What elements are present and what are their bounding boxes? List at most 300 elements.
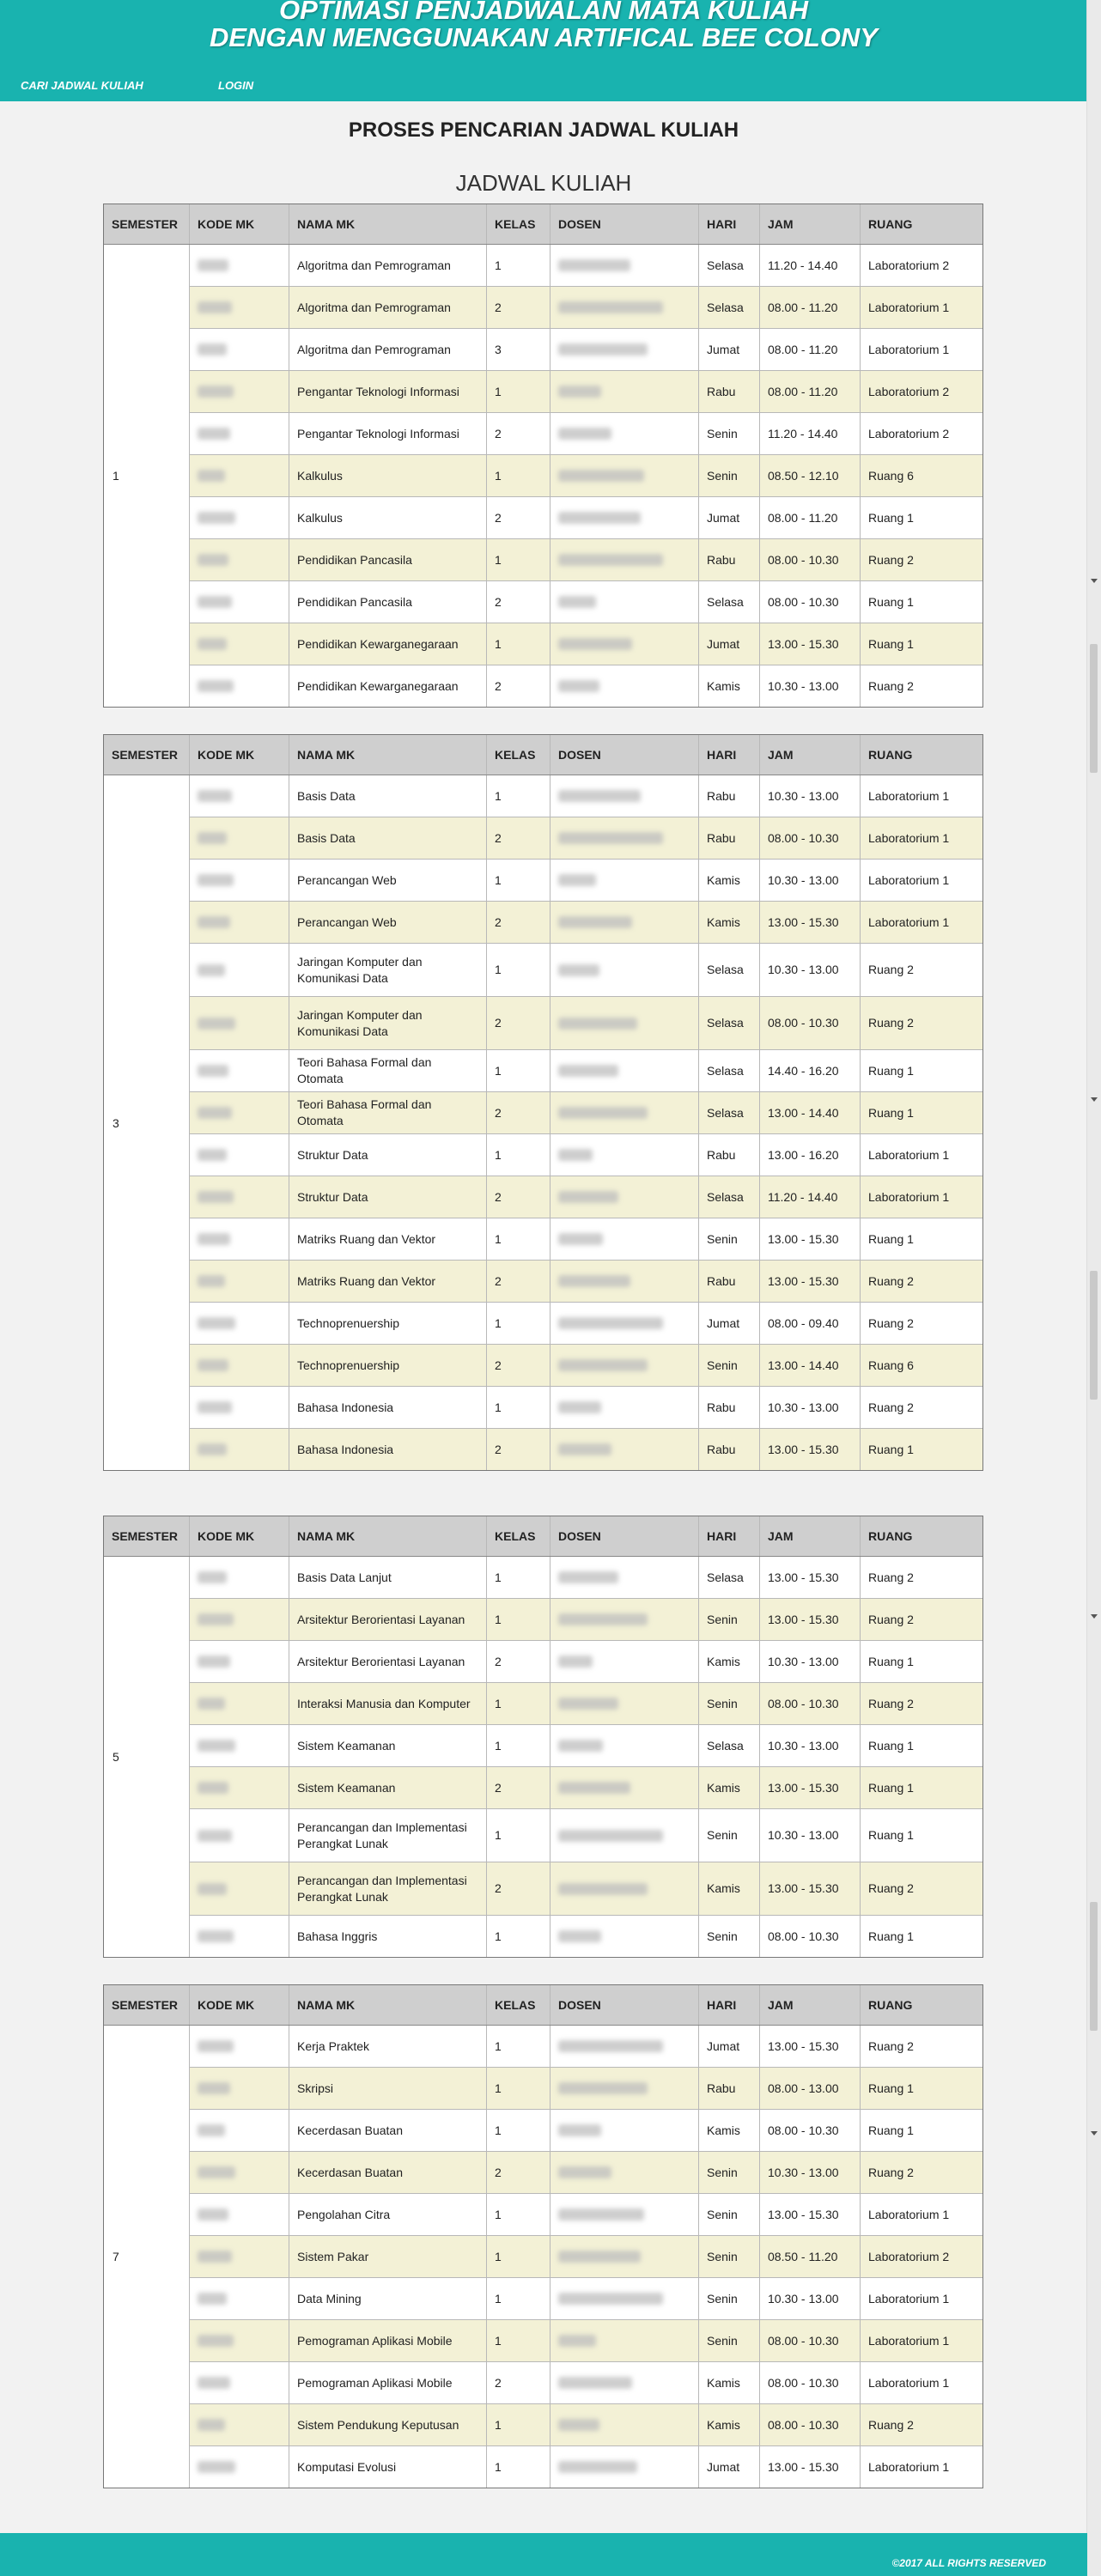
- kelas-cell: 2: [487, 581, 550, 623]
- redacted-dosen: [558, 470, 644, 482]
- table-row: [190, 413, 982, 455]
- hari-cell: Jumat: [699, 329, 760, 370]
- kode-mk-cell: [190, 1916, 289, 1957]
- nama-mk-cell: Sistem Pendukung Keputusan: [289, 2404, 487, 2445]
- kelas-cell: 1: [487, 1725, 550, 1766]
- nama-mk-cell: Interaksi Manusia dan Komputer: [289, 1683, 487, 1724]
- jam-cell: 08.00 - 10.30: [760, 817, 861, 859]
- redacted-dosen: [558, 832, 663, 844]
- ruang-cell: Ruang 1: [868, 1929, 914, 1943]
- nama-mk-cell: Sistem Keamanan: [289, 1725, 487, 1766]
- page-title: PROSES PENCARIAN JADWAL KULIAH: [348, 118, 739, 142]
- redacted-kode: [198, 386, 234, 398]
- redacted-dosen: [558, 1317, 663, 1329]
- kode-mk-cell: [190, 1557, 289, 1598]
- kelas-cell: 1: [487, 371, 550, 412]
- table-row: [190, 1641, 982, 1683]
- redacted-dosen: [558, 386, 601, 398]
- table-row: [190, 1599, 982, 1641]
- redacted-dosen: [558, 1830, 663, 1842]
- table-row: [190, 287, 982, 329]
- schedule-table: [103, 734, 983, 1471]
- kelas-cell: 2: [487, 2152, 550, 2193]
- kode-mk-cell: [190, 1050, 289, 1091]
- hari-cell: Senin: [699, 455, 760, 496]
- redacted-kode: [198, 1359, 228, 1371]
- table-row: [190, 2068, 982, 2110]
- redacted-kode: [198, 1018, 235, 1030]
- hari-cell: Rabu: [699, 817, 760, 859]
- hari-cell: Selasa: [699, 581, 760, 623]
- dosen-cell: [550, 539, 699, 580]
- redacted-kode: [198, 874, 234, 886]
- kelas-cell: 1: [487, 539, 550, 580]
- table-row: [190, 997, 982, 1050]
- kode-mk-cell: [190, 1641, 289, 1682]
- column-header-ruang: RUANG: [868, 1528, 913, 1543]
- dosen-cell: [550, 1557, 699, 1598]
- hari-cell: Selasa: [699, 997, 760, 1049]
- kelas-cell: 1: [487, 2236, 550, 2277]
- site-title-line1: OPTIMASI PENJADWALAN MATA KULIAH: [279, 0, 808, 25]
- dosen-cell: [550, 2362, 699, 2403]
- kelas-cell: 1: [487, 944, 550, 996]
- table-row: [190, 455, 982, 497]
- jam-cell: 13.00 - 15.30: [760, 1599, 861, 1640]
- ruang-cell: Ruang 1: [868, 1063, 914, 1078]
- jam-cell: 08.00 - 10.30: [760, 539, 861, 580]
- jam-cell: 13.00 - 15.30: [760, 1557, 861, 1598]
- ruang-cell: Laboratorium 1: [868, 830, 950, 845]
- dosen-cell: [550, 1599, 699, 1640]
- redacted-dosen: [558, 1149, 593, 1161]
- redacted-kode: [198, 1233, 230, 1245]
- dosen-cell: [550, 944, 699, 996]
- column-header-nama-mk: NAMA MK: [289, 1516, 487, 1556]
- table-row: [190, 2446, 982, 2488]
- kelas-cell: 3: [487, 329, 550, 370]
- jam-cell: 08.00 - 13.00: [760, 2068, 861, 2109]
- nav-login-link[interactable]: LOGIN: [218, 79, 254, 92]
- nama-mk-cell: Pemograman Aplikasi Mobile: [289, 2362, 487, 2403]
- kode-mk-cell: [190, 371, 289, 412]
- redacted-kode: [198, 343, 227, 355]
- copyright-text: ©2017 ALL RIGHTS RESERVED: [891, 2557, 1046, 2569]
- redacted-dosen: [558, 301, 663, 313]
- redacted-dosen: [558, 343, 648, 355]
- redacted-kode: [198, 2124, 225, 2136]
- table-row: [190, 497, 982, 539]
- ruang-cell: Ruang 1: [868, 1105, 914, 1120]
- dosen-cell: [550, 1916, 699, 1957]
- hari-cell: Senin: [699, 1345, 760, 1386]
- hari-cell: Kamis: [699, 1641, 760, 1682]
- jam-cell: 10.30 - 13.00: [760, 1725, 861, 1766]
- kelas-cell: 1: [487, 1916, 550, 1957]
- redacted-dosen: [558, 1656, 593, 1668]
- nama-mk-cell: Pengantar Teknologi Informasi: [289, 413, 487, 454]
- table-row: [190, 1134, 982, 1176]
- redacted-kode: [198, 2166, 235, 2178]
- column-header-kode-mk: KODE MK: [190, 204, 289, 244]
- redacted-dosen: [558, 874, 596, 886]
- redacted-dosen: [558, 1275, 630, 1287]
- ruang-cell: Ruang 1: [868, 1231, 914, 1246]
- nama-mk-cell: Pendidikan Kewarganegaraan: [289, 665, 487, 707]
- redacted-kode: [198, 680, 234, 692]
- redacted-kode: [198, 512, 235, 524]
- kode-mk-cell: [190, 1809, 289, 1862]
- table-body: [104, 245, 982, 707]
- redacted-kode: [198, 1149, 227, 1161]
- jam-cell: 08.50 - 11.20: [760, 2236, 861, 2277]
- kode-mk-cell: [190, 497, 289, 538]
- kelas-cell: 2: [487, 997, 550, 1049]
- kelas-cell: 1: [487, 1303, 550, 1344]
- nama-mk-cell: Kecerdasan Buatan: [289, 2110, 487, 2151]
- redacted-dosen: [558, 1443, 611, 1455]
- hari-cell: Senin: [699, 413, 760, 454]
- ruang-cell: Ruang 2: [868, 1612, 914, 1626]
- ruang-cell: Laboratorium 1: [868, 872, 950, 887]
- ruang-cell: Ruang 2: [868, 2417, 914, 2432]
- nama-mk-cell: Perancangan Web: [289, 902, 487, 943]
- ruang-cell: Ruang 2: [868, 1570, 914, 1584]
- kelas-cell: 2: [487, 2362, 550, 2403]
- redacted-dosen: [558, 2293, 663, 2305]
- jam-cell: 08.00 - 10.30: [760, 2404, 861, 2445]
- table-header-row: [104, 1985, 982, 2026]
- schedule-table: [103, 1516, 983, 1958]
- column-header-kelas: KELAS: [487, 1985, 550, 2025]
- scroll-marker-icon: [1091, 1614, 1098, 1619]
- table-rows: [190, 245, 982, 707]
- kelas-cell: 1: [487, 775, 550, 817]
- table-row: [190, 902, 982, 944]
- redacted-kode: [198, 1930, 234, 1942]
- scroll-marker-icon: [1091, 579, 1098, 583]
- hari-cell: Selasa: [699, 1725, 760, 1766]
- dosen-cell: [550, 2194, 699, 2235]
- redacted-dosen: [558, 1107, 648, 1119]
- nama-mk-cell: Basis Data: [289, 775, 487, 817]
- jam-cell: 13.00 - 14.40: [760, 1092, 861, 1133]
- nama-mk-cell: Kalkulus: [289, 497, 487, 538]
- ruang-cell: Laboratorium 1: [868, 914, 950, 929]
- dosen-cell: [550, 1176, 699, 1218]
- kode-mk-cell: [190, 1599, 289, 1640]
- hari-cell: Selasa: [699, 1557, 760, 1598]
- table-row: [190, 1767, 982, 1809]
- table-row: [190, 2278, 982, 2320]
- jam-cell: 08.00 - 10.30: [760, 1916, 861, 1957]
- hari-cell: Kamis: [699, 665, 760, 707]
- dosen-cell: [550, 287, 699, 328]
- kode-mk-cell: [190, 665, 289, 707]
- kelas-cell: 2: [487, 1261, 550, 1302]
- redacted-dosen: [558, 1698, 618, 1710]
- nama-mk-cell: Algoritma dan Pemrograman: [289, 329, 487, 370]
- table-row: [190, 581, 982, 623]
- nama-mk-cell: Matriks Ruang dan Vektor: [289, 1218, 487, 1260]
- kode-mk-cell: [190, 2320, 289, 2361]
- jam-cell: 08.00 - 09.40: [760, 1303, 861, 1344]
- table-rows: [190, 1557, 982, 1957]
- kode-mk-cell: [190, 860, 289, 901]
- dosen-cell: [550, 775, 699, 817]
- ruang-cell: Ruang 1: [868, 594, 914, 609]
- ruang-cell: Ruang 2: [868, 1400, 914, 1414]
- hari-cell: Kamis: [699, 1862, 760, 1915]
- kode-mk-cell: [190, 1092, 289, 1133]
- kelas-cell: 2: [487, 1345, 550, 1386]
- ruang-cell: Ruang 1: [868, 636, 914, 651]
- column-header-jam: JAM: [760, 204, 861, 244]
- redacted-dosen: [558, 680, 599, 692]
- dosen-cell: [550, 2446, 699, 2488]
- dosen-cell: [550, 2278, 699, 2319]
- kode-mk-cell: [190, 1683, 289, 1724]
- nama-mk-cell: Struktur Data: [289, 1176, 487, 1218]
- jam-cell: 08.00 - 10.30: [760, 2320, 861, 2361]
- kelas-cell: 1: [487, 2194, 550, 2235]
- ruang-cell: Laboratorium 1: [868, 788, 950, 803]
- jam-cell: 10.30 - 13.00: [760, 944, 861, 996]
- jam-cell: 10.30 - 13.00: [760, 860, 861, 901]
- dosen-cell: [550, 1134, 699, 1176]
- kode-mk-cell: [190, 2110, 289, 2151]
- redacted-kode: [198, 1275, 225, 1287]
- kelas-cell: 1: [487, 1218, 550, 1260]
- ruang-cell: Ruang 2: [868, 1881, 914, 1895]
- ruang-cell: Ruang 1: [868, 1442, 914, 1456]
- redacted-dosen: [558, 1571, 618, 1583]
- dosen-cell: [550, 581, 699, 623]
- jam-cell: 10.30 - 13.00: [760, 775, 861, 817]
- dosen-cell: [550, 1767, 699, 1808]
- redacted-dosen: [558, 1191, 618, 1203]
- hari-cell: Senin: [699, 1599, 760, 1640]
- redacted-kode: [198, 1656, 230, 1668]
- jam-cell: 13.00 - 15.30: [760, 1862, 861, 1915]
- scroll-marker-icon: [1091, 2131, 1098, 2136]
- kelas-cell: 1: [487, 2278, 550, 2319]
- hari-cell: Rabu: [699, 371, 760, 412]
- column-header-jam: JAM: [760, 1985, 861, 2025]
- redacted-dosen: [558, 2082, 648, 2094]
- table-row: [190, 2194, 982, 2236]
- table-row: [190, 623, 982, 665]
- dosen-cell: [550, 665, 699, 707]
- table-row: [190, 1050, 982, 1092]
- hari-cell: Senin: [699, 1809, 760, 1862]
- redacted-dosen: [558, 512, 641, 524]
- kelas-cell: 2: [487, 1176, 550, 1218]
- column-header-kode-mk: KODE MK: [190, 1516, 289, 1556]
- redacted-kode: [198, 1782, 228, 1794]
- redacted-kode: [198, 554, 228, 566]
- column-header-nama-mk: NAMA MK: [289, 735, 487, 775]
- hari-cell: Selasa: [699, 1092, 760, 1133]
- redacted-kode: [198, 470, 225, 482]
- hari-cell: Senin: [699, 2278, 760, 2319]
- table-body: [104, 2026, 982, 2488]
- page-scrollbar[interactable]: [1086, 0, 1101, 2576]
- jam-cell: 11.20 - 14.40: [760, 1176, 861, 1218]
- kelas-cell: 1: [487, 2320, 550, 2361]
- redacted-kode: [198, 2419, 225, 2431]
- kelas-cell: 1: [487, 245, 550, 286]
- scroll-thumb[interactable]: [1090, 1271, 1098, 1400]
- scroll-thumb[interactable]: [1090, 644, 1098, 773]
- redacted-kode: [198, 2082, 230, 2094]
- redacted-kode: [198, 259, 228, 271]
- nama-mk-cell: Teori Bahasa Formal dan Otomata: [289, 1050, 487, 1091]
- ruang-cell: Ruang 1: [868, 1780, 914, 1795]
- ruang-cell: Ruang 1: [868, 2123, 914, 2137]
- redacted-kode: [198, 638, 227, 650]
- kode-mk-cell: [190, 997, 289, 1049]
- kode-mk-cell: [190, 2152, 289, 2193]
- table-row: [190, 2404, 982, 2446]
- kelas-cell: 2: [487, 902, 550, 943]
- hari-cell: Senin: [699, 2236, 760, 2277]
- jam-cell: 13.00 - 15.30: [760, 2194, 861, 2235]
- redacted-kode: [198, 2040, 234, 2052]
- ruang-cell: Laboratorium 2: [868, 2249, 950, 2263]
- ruang-cell: Laboratorium 1: [868, 2333, 950, 2348]
- hari-cell: Selasa: [699, 287, 760, 328]
- kelas-cell: 2: [487, 1862, 550, 1915]
- dosen-cell: [550, 497, 699, 538]
- table-header-row: [104, 1516, 982, 1557]
- ruang-cell: Ruang 2: [868, 2038, 914, 2053]
- hari-cell: Rabu: [699, 1134, 760, 1176]
- table-row: [190, 1429, 982, 1470]
- ruang-cell: Ruang 6: [868, 1358, 914, 1372]
- hari-cell: Senin: [699, 2152, 760, 2193]
- nama-mk-cell: Technoprenuership: [289, 1345, 487, 1386]
- jam-cell: 08.00 - 11.20: [760, 371, 861, 412]
- dosen-cell: [550, 413, 699, 454]
- table-rows: [190, 775, 982, 1470]
- redacted-kode: [198, 964, 225, 976]
- jam-cell: 10.30 - 13.00: [760, 2278, 861, 2319]
- nama-mk-cell: Pemograman Aplikasi Mobile: [289, 2320, 487, 2361]
- kode-mk-cell: [190, 2446, 289, 2488]
- nama-mk-cell: Matriks Ruang dan Vektor: [289, 1261, 487, 1302]
- redacted-dosen: [558, 2461, 637, 2473]
- kelas-cell: 1: [487, 1557, 550, 1598]
- kelas-cell: 1: [487, 2068, 550, 2109]
- kode-mk-cell: [190, 539, 289, 580]
- hari-cell: Rabu: [699, 539, 760, 580]
- ruang-cell: Ruang 1: [868, 1654, 914, 1668]
- jam-cell: 13.00 - 15.30: [760, 2446, 861, 2488]
- jam-cell: 08.50 - 12.10: [760, 455, 861, 496]
- redacted-dosen: [558, 2419, 599, 2431]
- ruang-cell: Laboratorium 2: [868, 258, 950, 272]
- ruang-cell: Laboratorium 2: [868, 426, 950, 440]
- column-header-ruang: RUANG: [868, 1997, 913, 2012]
- kelas-cell: 1: [487, 1683, 550, 1724]
- nav-cari-jadwal-link[interactable]: CARI JADWAL KULIAH: [21, 79, 143, 92]
- nama-mk-cell: Pendidikan Pancasila: [289, 581, 487, 623]
- table-row: [190, 245, 982, 287]
- kode-mk-cell: [190, 1429, 289, 1470]
- redacted-dosen: [558, 428, 611, 440]
- kode-mk-cell: [190, 413, 289, 454]
- dosen-cell: [550, 997, 699, 1049]
- hari-cell: Jumat: [699, 497, 760, 538]
- dosen-cell: [550, 1261, 699, 1302]
- redacted-kode: [198, 2461, 235, 2473]
- kelas-cell: 1: [487, 1387, 550, 1428]
- table-body: [104, 775, 982, 1470]
- column-header-kelas: KELAS: [487, 735, 550, 775]
- dosen-cell: [550, 1809, 699, 1862]
- redacted-kode: [198, 1830, 232, 1842]
- dosen-cell: [550, 1683, 699, 1724]
- jam-cell: 10.30 - 13.00: [760, 1387, 861, 1428]
- dosen-cell: [550, 2236, 699, 2277]
- kode-mk-cell: [190, 1218, 289, 1260]
- table-row: [190, 2026, 982, 2068]
- kode-mk-cell: [190, 287, 289, 328]
- dosen-cell: [550, 455, 699, 496]
- nama-mk-cell: Komputasi Evolusi: [289, 2446, 487, 2488]
- nama-mk-cell: Pengolahan Citra: [289, 2194, 487, 2235]
- nama-mk-cell: Data Mining: [289, 2278, 487, 2319]
- hari-cell: Kamis: [699, 2404, 760, 2445]
- redacted-dosen: [558, 1401, 601, 1413]
- column-header-kelas: KELAS: [487, 1516, 550, 1556]
- jam-cell: 13.00 - 15.30: [760, 623, 861, 665]
- hari-cell: Jumat: [699, 623, 760, 665]
- hari-cell: Kamis: [699, 860, 760, 901]
- kelas-cell: 1: [487, 623, 550, 665]
- scroll-thumb[interactable]: [1090, 1902, 1098, 2031]
- dosen-cell: [550, 245, 699, 286]
- redacted-kode: [198, 1191, 234, 1203]
- redacted-kode: [198, 832, 227, 844]
- nama-mk-cell: Perancangan Web: [289, 860, 487, 901]
- table-row: [190, 1176, 982, 1218]
- table-row: [190, 1557, 982, 1599]
- redacted-kode: [198, 1698, 225, 1710]
- nama-mk-cell: Algoritma dan Pemrograman: [289, 245, 487, 286]
- hari-cell: Senin: [699, 1683, 760, 1724]
- kode-mk-cell: [190, 2194, 289, 2235]
- kode-mk-cell: [190, 2404, 289, 2445]
- jam-cell: 13.00 - 15.30: [760, 902, 861, 943]
- redacted-kode: [198, 1317, 235, 1329]
- main-nav: [0, 79, 1087, 100]
- ruang-cell: Ruang 2: [868, 1696, 914, 1710]
- ruang-cell: Ruang 2: [868, 552, 914, 567]
- jam-cell: 10.30 - 13.00: [760, 2152, 861, 2193]
- dosen-cell: [550, 2152, 699, 2193]
- column-header-hari: HARI: [699, 204, 760, 244]
- redacted-dosen: [558, 259, 630, 271]
- nama-mk-cell: Jaringan Komputer dan Komunikasi Data: [289, 944, 487, 996]
- redacted-kode: [198, 1065, 228, 1077]
- ruang-cell: Ruang 2: [868, 963, 914, 976]
- semester-cell: 7: [104, 2026, 190, 2488]
- redacted-dosen: [558, 2166, 611, 2178]
- semester-cell: 3: [104, 775, 190, 1470]
- jam-cell: 13.00 - 15.30: [760, 1429, 861, 1470]
